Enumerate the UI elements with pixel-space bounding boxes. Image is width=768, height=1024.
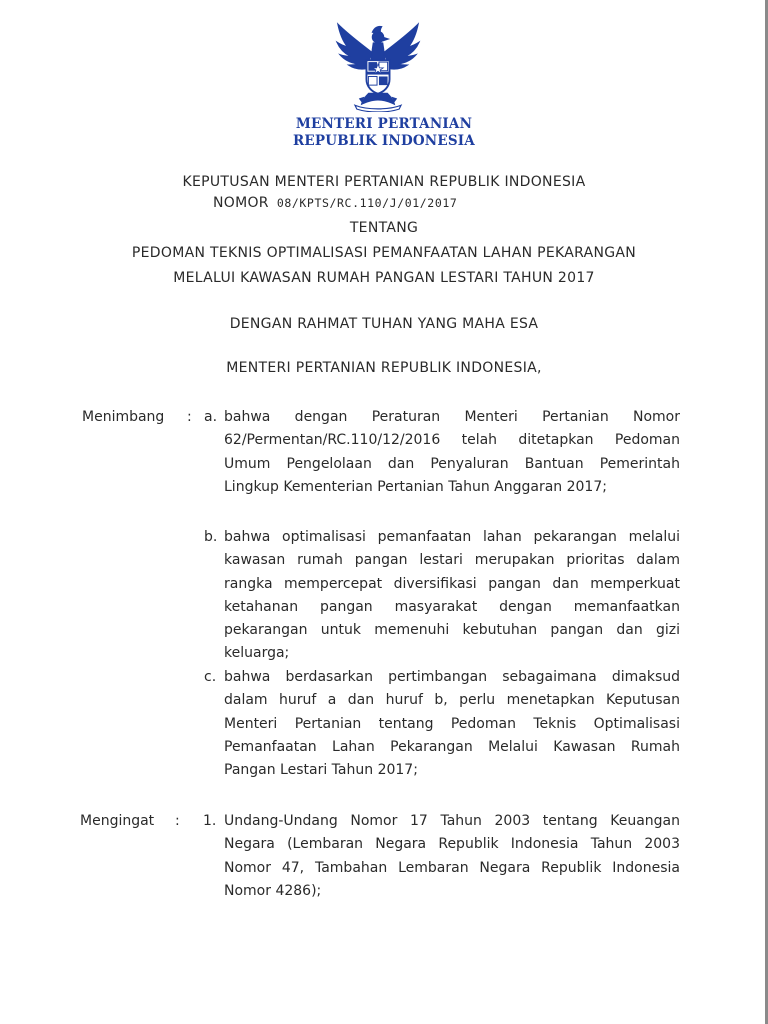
decree-title: KEPUTUSAN MENTERI PERTANIAN REPUBLIK INDONESIA <box>182 174 586 190</box>
mengingat-item-1 <box>203 810 680 910</box>
item-text: bahwa berdasarkan pertimbangan sebagaimana dimaksud dalam huruf a dan huruf b, perlu menetapkan Keputusan Menteri Pertanian tentang Pedoman Teknis Optimalisasi Pemanfaatan Lahan Pekarangan Melalui Kawasan Rumah Pangan Lestari Tahun 2017; <box>224 669 680 779</box>
menimbang-item-b <box>204 526 680 666</box>
about-heading: TENTANG <box>349 220 419 236</box>
item-marker: a. <box>204 409 218 425</box>
item-marker: 1. <box>203 813 217 829</box>
subject-line2: MELALUI KAWASAN RUMAH PANGAN LESTARI TAHUN 2017 <box>173 270 595 286</box>
issuer-heading: MENTERI PERTANIAN REPUBLIK INDONESIA, <box>226 360 542 376</box>
mengingat-colon: : <box>175 813 180 829</box>
subject-line1: PEDOMAN TEKNIS OPTIMALISASI PEMANFAATAN LAHAN PEKARANGAN <box>131 245 637 261</box>
ministry-name-line2: REPUBLIK INDONESIA <box>293 133 475 149</box>
menimbang-colon: : <box>187 409 192 425</box>
menimbang-label: Menimbang <box>82 409 165 425</box>
garuda-emblem-icon <box>329 16 427 112</box>
item-text: bahwa optimalisasi pemanfaatan lahan pekarangan melalui kawasan rumah pangan lestari merupakan prioritas dalam rangka mempercepat diversifikasi pangan dan memperkuat ketahanan pangan masyarakat dengan memanfaatkan pekarangan untuk memenuhi kebutuhan pangan dan gizi keluarga; <box>224 529 680 662</box>
menimbang-item-a <box>204 406 680 526</box>
item-marker: b. <box>204 529 218 545</box>
decree-number-row <box>213 195 457 211</box>
invocation: DENGAN RAHMAT TUHAN YANG MAHA ESA <box>229 316 539 332</box>
item-text: bahwa dengan Peraturan Menteri Pertanian Nomor 62/Permentan/RC.110/12/2016 telah ditetapkan Pedoman Umum Pengelolaan dan Penyaluran Bantuan Pemerintah Lingkup Kementerian Pertanian Tahun Anggaran 2017; <box>224 409 680 495</box>
decree-number-label: NOMOR <box>213 195 269 211</box>
mengingat-label: Mengingat <box>80 813 155 829</box>
decree-number-value: 08/KPTS/RC.110/J/01/2017 <box>276 196 458 210</box>
ministry-name-line1: MENTERI PERTANIAN <box>295 116 473 132</box>
item-text: Undang-Undang Nomor 17 Tahun 2003 tentang Keuangan Negara (Lembaran Negara Republik Indonesia Tahun 2003 Nomor 47, Tambahan Lembaran Negara Republik Indonesia Nomor 4286); <box>224 813 680 899</box>
item-marker: c. <box>204 669 217 685</box>
menimbang-item-c <box>204 666 680 786</box>
